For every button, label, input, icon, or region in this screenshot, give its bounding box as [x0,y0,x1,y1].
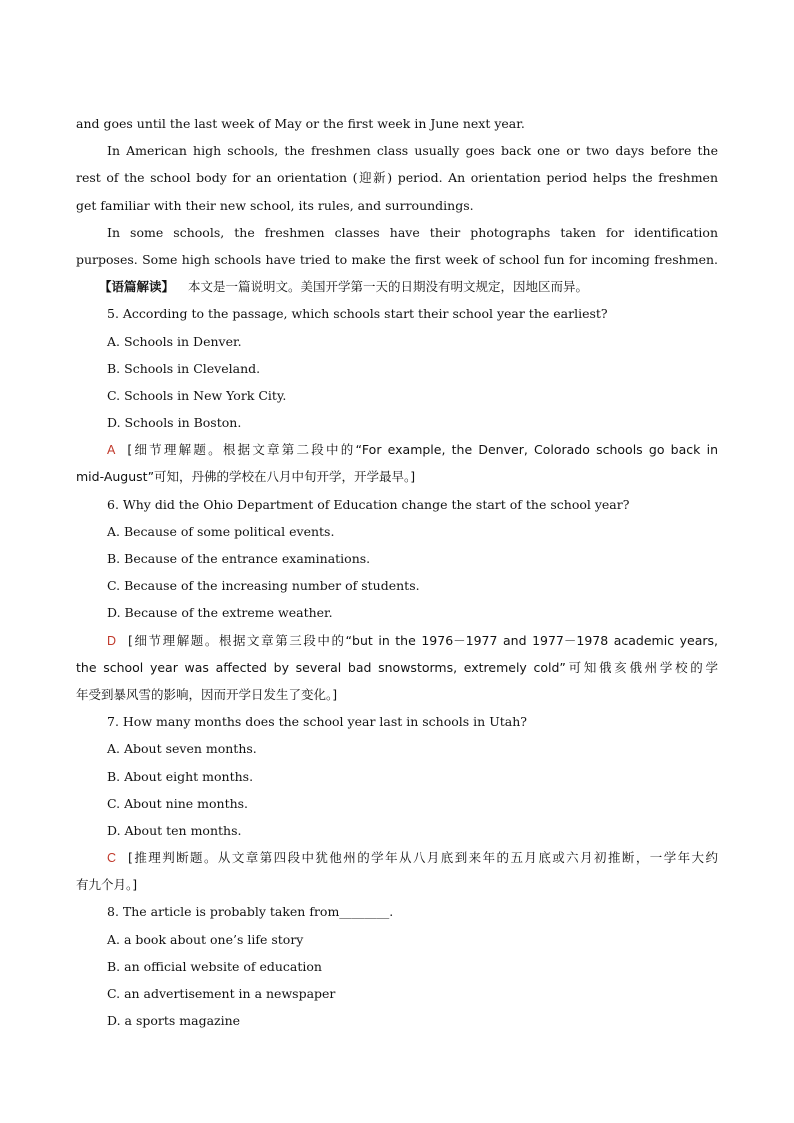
passage-paragraph-line: purposes. Some high schools have tried to make the first week of school fun for incoming freshmen. [76,251,718,267]
question-stem: 8. The article is probably taken from________. [107,904,394,920]
answer-letter: A [107,443,116,458]
answer-explanation [76,436,718,463]
answer-explanation [76,627,718,654]
question-option: B. About eight months. [107,768,254,784]
question-stem: 7. How many months does the school year last in schools in Utah? [107,714,527,730]
explanation-text: 年受到暴风雪的影响，因而开学日发生了变化。] [76,686,338,702]
explanation-text: 有九个月。] [76,877,138,893]
discourse-analysis [76,273,718,300]
question-option: A. a book about one’s life story [107,931,304,947]
passage-paragraph-line: get familiar with their new school, its rules, and surroundings. [76,197,474,213]
passage-paragraph-line: rest of the school body for an orientation (迎新) period. An orientation period helps the freshmen [76,170,718,186]
analysis-tag: 【语篇解读】 [99,279,175,295]
question-option: D. a sports magazine [107,1013,241,1029]
analysis-text: 本文是一篇说明文。美国开学第一天的日期没有明文规定，因地区而异。 [188,279,589,295]
question-option: B. an official website of education [107,958,322,974]
question-option: D. Because of the extreme weather. [107,605,333,621]
explanation-text: [细节理解题。根据文章第二段中的“For example, the Denver, Colorado schools go back in [127,442,718,458]
question-option: A. Because of some political events. [107,523,335,539]
answer-letter: D [107,633,117,648]
question-option: C. an advertisement in a newspaper [107,986,336,1001]
question-option: C. Because of the increasing number of students. [107,578,420,594]
question-stem: 6. Why did the Ohio Department of Education change the start of the school year? [107,496,630,512]
explanation-text: mid-August”可知，丹佛的学校在八月中旬开学，开学最早。] [76,469,416,485]
passage-paragraph-end: and goes until the last week of May or the first week in June next year. [76,116,525,131]
question-option: C. About nine months. [107,795,249,811]
answer-letter: C [107,851,117,866]
question-option: A. About seven months. [107,741,257,757]
question-option: B. Schools in Cleveland. [107,360,261,376]
passage-paragraph-line: In some schools, the freshmen classes have their photographs taken for identification [107,224,718,240]
question-stem: 5. According to the passage, which schools start their school year the earliest? [107,306,608,322]
document-page [76,110,718,1034]
explanation-text: the school year was affected by several bad snowstorms, extremely cold”可知俄亥俄州学校的学 [76,659,718,675]
question-option: C. Schools in New York City. [107,387,287,403]
explanation-text: [推理判断题。从文章第四段中犹他州的学年从八月底到来年的五月底或六月初推断，一学年大约 [128,850,718,866]
question-option: A. Schools in Denver. [107,333,242,349]
passage-paragraph-line: In American high schools, the freshmen class usually goes back one or two days before the [107,143,718,159]
question-option: D. Schools in Boston. [107,415,242,431]
explanation-text: [细节理解题。根据文章第三段中的“but in the 1976－1977 and 1977－1978 academic years, [128,632,718,648]
question-option: D. About ten months. [107,822,242,838]
answer-explanation [76,844,718,871]
question-option: B. Because of the entrance examinations. [107,551,371,566]
